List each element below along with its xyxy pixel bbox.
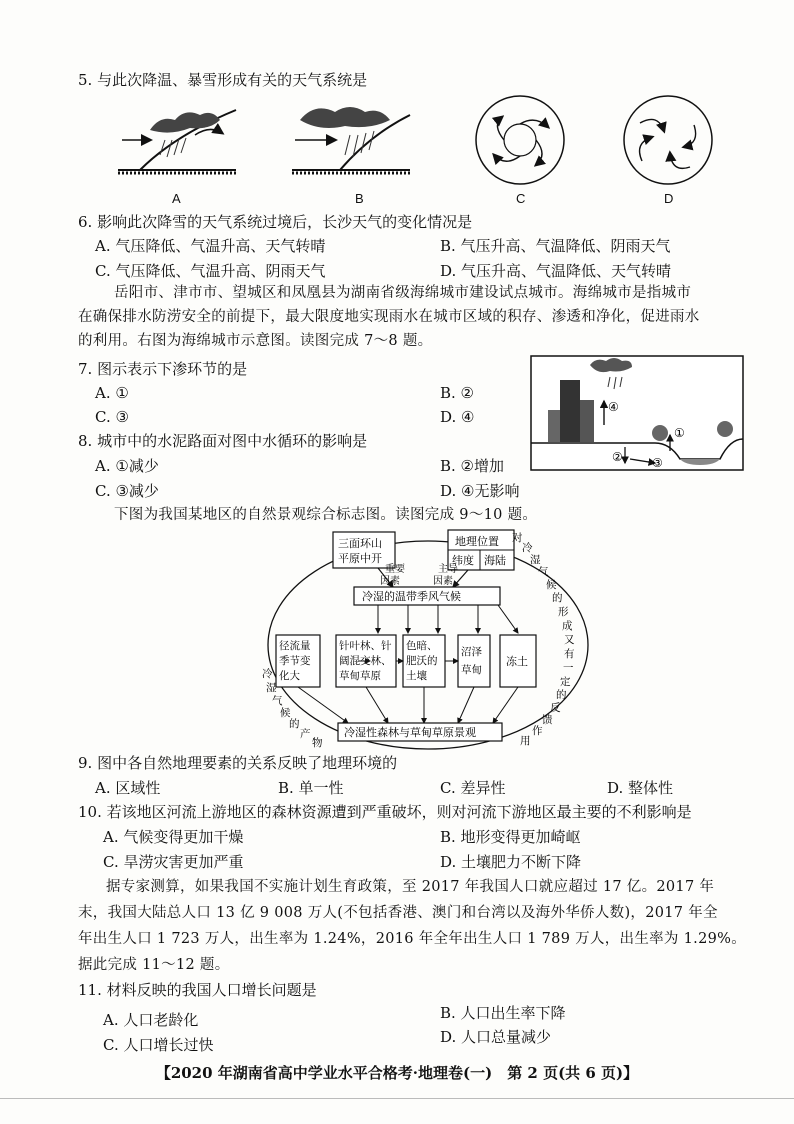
svg-text:针叶林、针: 针叶林、针: [339, 640, 392, 652]
svg-text:因素: 因素: [433, 576, 453, 587]
svg-text:反: 反: [550, 702, 561, 714]
figure-c-label: C: [516, 191, 526, 206]
svg-text:海陆: 海陆: [484, 554, 506, 567]
landscape-flow-diagram: [258, 527, 598, 753]
question-9-stem: 9. 图中各自然地理要素的关系反映了地理环境的: [78, 754, 398, 772]
svg-text:地理位置: 地理位置: [455, 535, 499, 548]
question-11-option-b: B. 人口出生率下降: [440, 1004, 566, 1022]
question-10-option-c: C. 旱涝灾害更加严重: [103, 853, 244, 871]
figure-a-label: A: [172, 191, 181, 206]
question-9-option-a: A. 区域性: [95, 779, 161, 797]
box-swamp: [458, 635, 490, 687]
label-1: ①: [674, 426, 685, 440]
svg-text:候: 候: [280, 707, 291, 719]
question-8-option-d: D. ④无影响: [440, 482, 520, 500]
figure-b-warm-front: [292, 107, 410, 173]
svg-text:冷: 冷: [262, 668, 273, 680]
svg-text:径流量: 径流量: [279, 640, 311, 652]
question-10-option-b: B. 地形变得更加崎岖: [440, 828, 581, 846]
question-6-option-a: A. 气压降低、气温升高、天气转晴: [95, 237, 326, 255]
question-10-stem: 10. 若该地区河流上游地区的森林资源遭到严重破坏，则对河流下游地区最主要的不利影响是: [78, 803, 692, 821]
question-8-stem: 8. 城市中的水泥路面对图中水循环的影响是: [78, 432, 368, 450]
svg-text:形: 形: [558, 606, 569, 618]
question-7-option-a: A. ①: [95, 384, 129, 402]
box-climate: [354, 587, 500, 605]
label-2: ②: [612, 450, 623, 464]
svg-text:气: 气: [538, 566, 549, 578]
figure-d-label: D: [664, 191, 674, 206]
passage-sponge-city-line-3: 的利用。右图为海绵城市示意图。读图完成 7～8 题。: [78, 333, 433, 349]
question-8-option-a: A. ①减少: [95, 457, 159, 475]
svg-text:平原中开: 平原中开: [338, 552, 382, 565]
box-runoff: [276, 635, 320, 687]
figure-d-pressure-system: [624, 96, 712, 184]
question-5-stem: 5. 与此次降温、暴雪形成有关的天气系统是: [78, 71, 368, 89]
svg-text:草甸: 草甸: [461, 664, 482, 676]
question-7-option-b: B. ②: [440, 384, 475, 402]
box-landscape: [338, 723, 502, 741]
svg-text:阔混交林、: 阔混交林、: [339, 655, 392, 667]
question-11-option-c: C. 人口增长过快: [103, 1036, 214, 1054]
box-frozen-soil: [500, 635, 536, 687]
svg-text:的: 的: [556, 689, 567, 701]
question-9-option-c: C. 差异性: [440, 779, 506, 797]
dominant-factor: 主导: [438, 564, 458, 575]
question-11-option-a: A. 人口老龄化: [103, 1011, 199, 1029]
bottom-divider: [0, 1098, 794, 1099]
label-3: ③: [652, 456, 663, 470]
svg-text:纬度: 纬度: [452, 554, 474, 567]
question-6-option-d: D. 气压升高、气温降低、天气转晴: [440, 262, 672, 280]
svg-text:馈: 馈: [542, 714, 553, 726]
svg-text:定: 定: [560, 676, 571, 688]
question-10-option-d: D. 土壤肥力不断下降: [440, 853, 582, 871]
passage-population-line-4: 据此完成 11～12 题。: [78, 957, 230, 973]
box-terrain: [333, 532, 395, 568]
passage-population-line-3: 年出生人口 1 723 万人，出生率为 1.24%，2016 年全年出生人口 1 789 万人，出生率为 1.29%。: [78, 931, 747, 947]
important-factor: 重要: [385, 564, 405, 575]
svg-text:用: 用: [520, 735, 531, 747]
svg-text:一: 一: [563, 662, 574, 674]
question-7-option-d: D. ④: [440, 408, 475, 426]
svg-text:候: 候: [546, 579, 557, 591]
sponge-city-diagram: [530, 355, 744, 471]
question-10-option-a: A. 气候变得更加干燥: [103, 828, 244, 846]
svg-text:冷湿性森林与草甸草原景观: 冷湿性森林与草甸草原景观: [344, 726, 476, 739]
passage-sponge-city-line-1: 岳阳市、津市市、望城区和凤凰县为湖南省级海绵城市建设试点城市。海绵城市是指城市: [114, 285, 692, 301]
passage-population-line-2: 末，我国大陆总人口 13 亿 9 008 万人(不包括香港、澳门和台湾以及海外华侨人数)，2017 年全: [78, 905, 718, 921]
svg-text:物: 物: [312, 737, 323, 749]
svg-text:因素: 因素: [380, 576, 400, 587]
figure-a-cold-front: [118, 110, 236, 173]
question-6-option-b: B. 气压升高、气温降低、阴雨天气: [440, 237, 671, 255]
question-9-option-b: B. 单一性: [278, 779, 344, 797]
svg-text:有: 有: [564, 648, 575, 660]
figure-c-pressure-system: [476, 96, 564, 184]
svg-text:对: 对: [512, 532, 523, 544]
question-7-stem: 7. 图示表示下渗环节的是: [78, 360, 248, 378]
svg-text:成: 成: [562, 620, 573, 632]
svg-text:又: 又: [564, 634, 575, 646]
question-7-option-c: C. ③: [95, 408, 129, 426]
svg-text:土壤: 土壤: [406, 670, 427, 682]
passage-population-line-1: 据专家测算，如果我国不实施计划生育政策，至 2017 年我国人口就应超过 17 亿。2017 年: [106, 879, 715, 895]
svg-text:色暗、: 色暗、: [406, 640, 438, 652]
svg-text:湿: 湿: [530, 554, 541, 566]
passage-sponge-city-line-2: 在确保排水防涝安全的前提下，最大限度地实现雨水在城市区域的积存、渗透和净化，促进雨水: [78, 309, 700, 325]
svg-text:草甸草原: 草甸草原: [339, 670, 381, 682]
weather-system-figures: [0, 95, 794, 215]
svg-text:三面环山: 三面环山: [338, 537, 382, 550]
page-footer: 【2020 年湖南省高中学业水平合格考·地理卷(一) 第 2 页(共 6 页)】: [155, 1064, 639, 1082]
svg-text:作: 作: [532, 725, 543, 737]
label-4: ④: [608, 400, 619, 414]
svg-text:化大: 化大: [279, 670, 300, 682]
question-11-option-d: D. 人口总量减少: [440, 1028, 552, 1046]
svg-text:的: 的: [289, 718, 300, 730]
question-8-option-c: C. ③减少: [95, 482, 159, 500]
svg-text:沼泽: 沼泽: [461, 646, 482, 658]
svg-text:湿: 湿: [266, 682, 277, 694]
svg-text:冻土: 冻土: [506, 655, 528, 668]
question-9-option-d: D. 整体性: [607, 779, 674, 797]
question-6-stem: 6. 影响此次降雪的天气系统过境后，长沙天气的变化情况是: [78, 213, 473, 231]
question-11-stem: 11. 材料反映的我国人口增长问题是: [78, 981, 317, 999]
svg-text:的: 的: [552, 592, 563, 604]
svg-text:冷: 冷: [522, 542, 533, 554]
svg-text:季节变: 季节变: [279, 655, 311, 667]
box-soil: [403, 635, 445, 687]
passage-landscape-intro: 下图为我国某地区的自然景观综合标志图。读图完成 9～10 题。: [114, 507, 538, 523]
svg-text:肥沃的: 肥沃的: [406, 655, 438, 667]
question-8-option-b: B. ②增加: [440, 457, 505, 475]
svg-text:气: 气: [272, 695, 283, 707]
svg-text:冷湿的温带季风气候: 冷湿的温带季风气候: [362, 590, 461, 603]
svg-text:产: 产: [300, 728, 311, 740]
figure-b-label: B: [355, 191, 364, 206]
question-6-option-c: C. 气压降低、气温升高、阴雨天气: [95, 262, 326, 280]
